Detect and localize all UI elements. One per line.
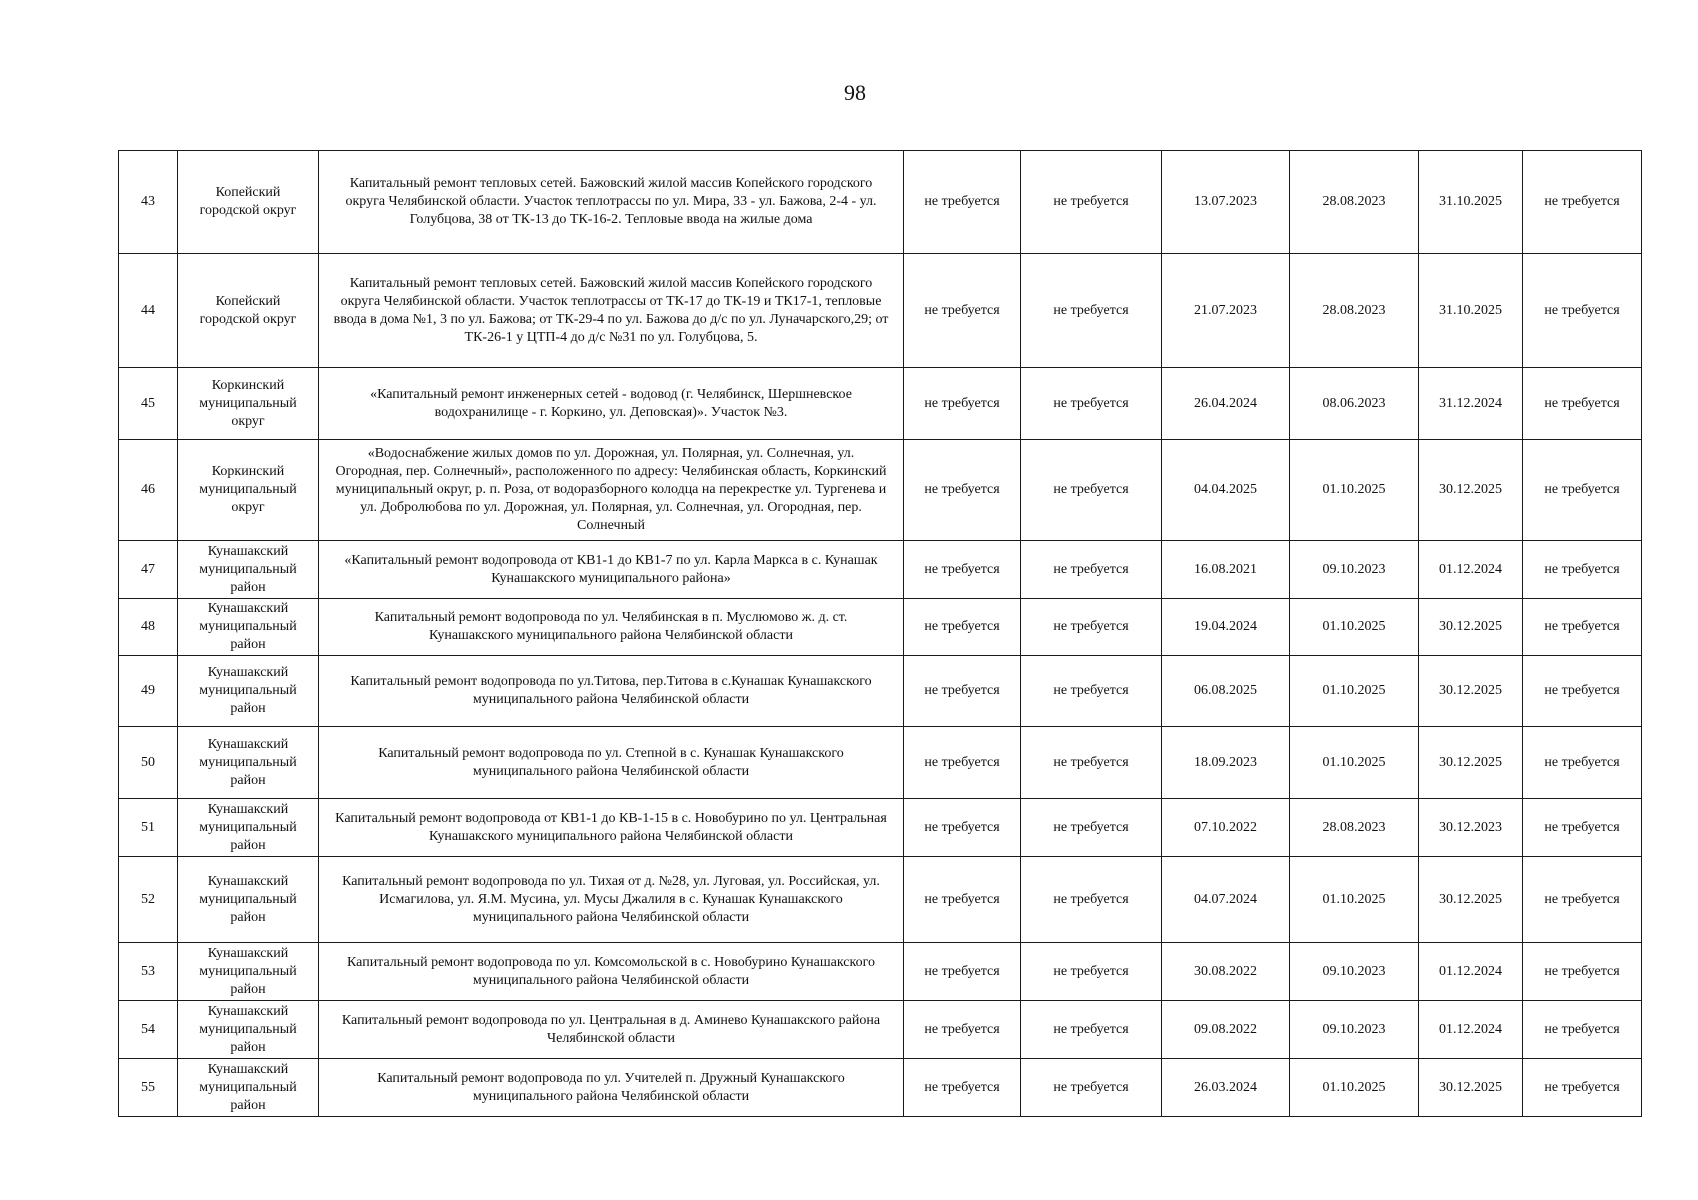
date-cell: 28.08.2023: [1290, 151, 1419, 254]
date-cell: 30.12.2025: [1419, 857, 1523, 943]
district-cell: Кунашакский муниципальный район: [178, 727, 319, 799]
not-required-cell: не требуется: [1523, 943, 1642, 1001]
date-cell: 01.10.2025: [1290, 440, 1419, 541]
district-cell: Кунашакский муниципальный район: [178, 599, 319, 656]
not-required-cell: не требуется: [1523, 599, 1642, 656]
not-required-cell: не требуется: [1523, 799, 1642, 857]
description-cell: Капитальный ремонт водопровода по ул. Степной в с. Кунашак Кунашакского муниципального района Челябинской области: [319, 727, 904, 799]
not-required-cell: не требуется: [904, 440, 1021, 541]
table-row: [119, 857, 1642, 943]
date-cell: 07.10.2022: [1162, 799, 1290, 857]
date-cell: 01.10.2025: [1290, 1059, 1419, 1117]
row-number: 43: [119, 151, 178, 254]
district-cell: Кунашакский муниципальный район: [178, 656, 319, 727]
table-row: [119, 943, 1642, 1001]
date-cell: 21.07.2023: [1162, 254, 1290, 368]
date-cell: 04.07.2024: [1162, 857, 1290, 943]
not-required-cell: не требуется: [904, 151, 1021, 254]
date-cell: 30.08.2022: [1162, 943, 1290, 1001]
table-row: [119, 541, 1642, 599]
not-required-cell: не требуется: [904, 727, 1021, 799]
description-cell: Капитальный ремонт водопровода по ул. Комсомольской в с. Новобурино Кунашакского муниципального района Челябинской области: [319, 943, 904, 1001]
date-cell: 01.10.2025: [1290, 727, 1419, 799]
date-cell: 01.10.2025: [1290, 599, 1419, 656]
not-required-cell: не требуется: [1021, 656, 1162, 727]
table-row: [119, 440, 1642, 541]
not-required-cell: не требуется: [1021, 857, 1162, 943]
not-required-cell: не требуется: [1021, 1059, 1162, 1117]
table-row: [119, 368, 1642, 440]
date-cell: 01.12.2024: [1419, 943, 1523, 1001]
description-cell: «Капитальный ремонт водопровода от КВ1-1 до КВ1-7 по ул. Карла Маркса в с. Кунашак Кунашакского муниципального района»: [319, 541, 904, 599]
description-cell: «Капитальный ремонт инженерных сетей - водовод (г. Челябинск, Шершневское водохранилище - г. Коркино, ул. Деповская)». Участок №3.: [319, 368, 904, 440]
not-required-cell: не требуется: [1523, 656, 1642, 727]
description-cell: Капитальный ремонт водопровода по ул. Центральная в д. Аминево Кунашакского района Челябинской области: [319, 1001, 904, 1059]
table-row: [119, 799, 1642, 857]
not-required-cell: не требуется: [904, 943, 1021, 1001]
date-cell: 01.10.2025: [1290, 857, 1419, 943]
row-number: 52: [119, 857, 178, 943]
not-required-cell: не требуется: [1523, 368, 1642, 440]
table-row: [119, 727, 1642, 799]
row-number: 54: [119, 1001, 178, 1059]
date-cell: 08.06.2023: [1290, 368, 1419, 440]
row-number: 51: [119, 799, 178, 857]
table-row: [119, 656, 1642, 727]
date-cell: 26.04.2024: [1162, 368, 1290, 440]
not-required-cell: не требуется: [1523, 857, 1642, 943]
date-cell: 01.10.2025: [1290, 656, 1419, 727]
description-cell: Капитальный ремонт водопровода от КВ1-1 до КВ-1-15 в с. Новобурино по ул. Центральная Кунашакского муниципального района Челябинской области: [319, 799, 904, 857]
date-cell: 01.12.2024: [1419, 1001, 1523, 1059]
row-number: 50: [119, 727, 178, 799]
not-required-cell: не требуется: [904, 541, 1021, 599]
row-number: 46: [119, 440, 178, 541]
row-number: 45: [119, 368, 178, 440]
district-cell: Кунашакский муниципальный район: [178, 799, 319, 857]
date-cell: 30.12.2025: [1419, 1059, 1523, 1117]
date-cell: 04.04.2025: [1162, 440, 1290, 541]
description-cell: «Водоснабжение жилых домов по ул. Дорожная, ул. Полярная, ул. Солнечная, ул. Огородная, пер. Солнечный», расположенного по адресу: Челябинская область, Коркинский муниципальный округ, р. п. Роза, от водоразборного колодца на перекрестке ул. Тургенева и ул. Добролюбова по ул. Дорожная, ул. Полярная, ул. Солнечная, ул. Огородная, пер. Солнечный: [319, 440, 904, 541]
table-row: [119, 151, 1642, 254]
not-required-cell: не требуется: [904, 599, 1021, 656]
date-cell: 28.08.2023: [1290, 799, 1419, 857]
not-required-cell: не требуется: [904, 857, 1021, 943]
not-required-cell: не требуется: [1523, 1001, 1642, 1059]
not-required-cell: не требуется: [904, 656, 1021, 727]
date-cell: 30.12.2025: [1419, 440, 1523, 541]
date-cell: 09.10.2023: [1290, 1001, 1419, 1059]
row-number: 48: [119, 599, 178, 656]
district-cell: Кунашакский муниципальный район: [178, 541, 319, 599]
date-cell: 09.08.2022: [1162, 1001, 1290, 1059]
not-required-cell: не требуется: [1021, 368, 1162, 440]
not-required-cell: не требуется: [1523, 440, 1642, 541]
date-cell: 31.10.2025: [1419, 254, 1523, 368]
not-required-cell: не требуется: [904, 1001, 1021, 1059]
registry-table: [118, 150, 1642, 1117]
row-number: 55: [119, 1059, 178, 1117]
table-row: [119, 254, 1642, 368]
row-number: 47: [119, 541, 178, 599]
district-cell: Копейский городской округ: [178, 254, 319, 368]
page-number: 98: [844, 80, 866, 105]
not-required-cell: не требуется: [904, 368, 1021, 440]
date-cell: 30.12.2025: [1419, 727, 1523, 799]
not-required-cell: не требуется: [1523, 151, 1642, 254]
date-cell: 30.12.2025: [1419, 656, 1523, 727]
not-required-cell: не требуется: [1021, 799, 1162, 857]
not-required-cell: не требуется: [1021, 254, 1162, 368]
description-cell: Капитальный ремонт водопровода по ул. Тихая от д. №28, ул. Луговая, ул. Российская, ул. Исмагилова, ул. Я.М. Мусина, ул. Мусы Джалиля в с. Кунашак Кунашакского муниципального района Челябинской области: [319, 857, 904, 943]
not-required-cell: не требуется: [1523, 254, 1642, 368]
date-cell: 09.10.2023: [1290, 943, 1419, 1001]
date-cell: 16.08.2021: [1162, 541, 1290, 599]
not-required-cell: не требуется: [1021, 727, 1162, 799]
not-required-cell: не требуется: [1021, 541, 1162, 599]
row-number: 44: [119, 254, 178, 368]
description-cell: Капитальный ремонт водопровода по ул. Учителей п. Дружный Кунашакского муниципального района Челябинской области: [319, 1059, 904, 1117]
not-required-cell: не требуется: [904, 799, 1021, 857]
date-cell: 31.12.2024: [1419, 368, 1523, 440]
date-cell: 18.09.2023: [1162, 727, 1290, 799]
district-cell: Копейский городской округ: [178, 151, 319, 254]
district-cell: Кунашакский муниципальный район: [178, 857, 319, 943]
description-cell: Капитальный ремонт тепловых сетей. Бажовский жилой массив Копейского городского округа Челябинской области. Участок теплотрассы по ул. Мира, 33 - ул. Бажова, 2-4 - ул. Голубцова, 38 от ТК-13 до ТК-16-2. Тепловые ввода на жилые дома: [319, 151, 904, 254]
row-number: 53: [119, 943, 178, 1001]
row-number: 49: [119, 656, 178, 727]
not-required-cell: не требуется: [904, 254, 1021, 368]
not-required-cell: не требуется: [1021, 943, 1162, 1001]
date-cell: 30.12.2025: [1419, 599, 1523, 656]
not-required-cell: не требуется: [1021, 440, 1162, 541]
not-required-cell: не требуется: [1021, 1001, 1162, 1059]
district-cell: Кунашакский муниципальный район: [178, 1001, 319, 1059]
table-row: [119, 1059, 1642, 1117]
district-cell: Коркинский муниципальный округ: [178, 368, 319, 440]
date-cell: 19.04.2024: [1162, 599, 1290, 656]
not-required-cell: не требуется: [1523, 541, 1642, 599]
table-row: [119, 599, 1642, 656]
not-required-cell: не требуется: [1523, 1059, 1642, 1117]
not-required-cell: не требуется: [1021, 599, 1162, 656]
date-cell: 06.08.2025: [1162, 656, 1290, 727]
date-cell: 30.12.2023: [1419, 799, 1523, 857]
district-cell: Кунашакский муниципальный район: [178, 943, 319, 1001]
table-row: [119, 1001, 1642, 1059]
date-cell: 31.10.2025: [1419, 151, 1523, 254]
date-cell: 28.08.2023: [1290, 254, 1419, 368]
description-cell: Капитальный ремонт водопровода по ул. Челябинская в п. Муслюмово ж. д. ст. Кунашакского муниципального района Челябинской области: [319, 599, 904, 656]
description-cell: Капитальный ремонт водопровода по ул.Титова, пер.Титова в с.Кунашак Кунашакского муниципального района Челябинской области: [319, 656, 904, 727]
date-cell: 09.10.2023: [1290, 541, 1419, 599]
date-cell: 01.12.2024: [1419, 541, 1523, 599]
description-cell: Капитальный ремонт тепловых сетей. Бажовский жилой массив Копейского городского округа Челябинской области. Участок теплотрассы от ТК-17 до ТК-19 и ТК17-1, тепловые ввода в дома №1, 3 по ул. Бажова; от ТК-29-4 по ул. Бажова до д/с по ул. Луначарского,29; от ТК-26-1 у ЦТП-4 до д/с №31 по ул. Голубцова, 5.: [319, 254, 904, 368]
date-cell: 26.03.2024: [1162, 1059, 1290, 1117]
not-required-cell: не требуется: [1523, 727, 1642, 799]
district-cell: Кунашакский муниципальный район: [178, 1059, 319, 1117]
not-required-cell: не требуется: [904, 1059, 1021, 1117]
date-cell: 13.07.2023: [1162, 151, 1290, 254]
not-required-cell: не требуется: [1021, 151, 1162, 254]
district-cell: Коркинский муниципальный округ: [178, 440, 319, 541]
